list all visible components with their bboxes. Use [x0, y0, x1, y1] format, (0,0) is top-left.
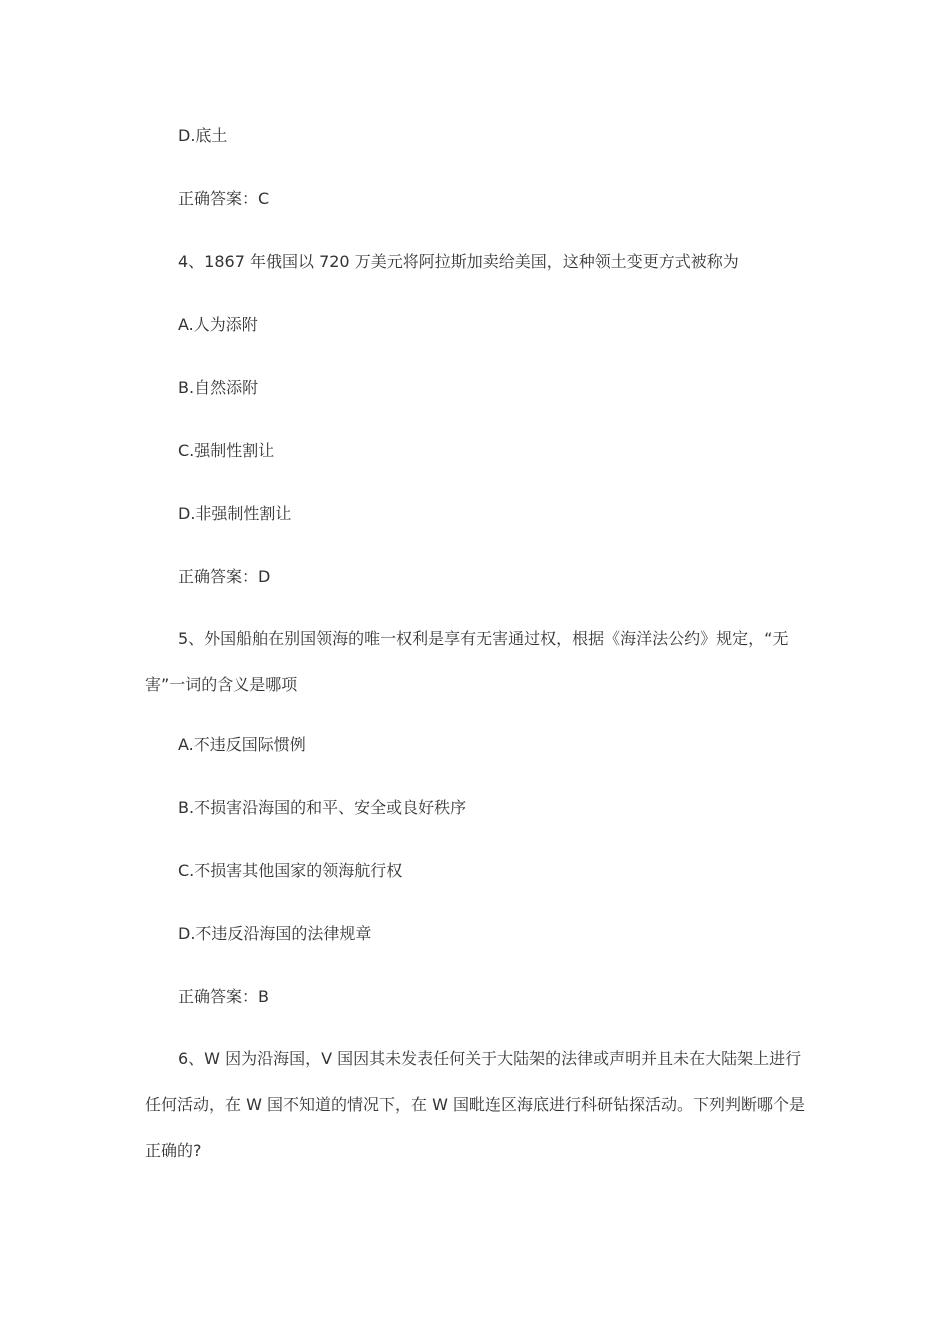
q4-question: 4、1867 年俄国以 720 万美元将阿拉斯加卖给美国，这种领土变更方式被称为	[178, 252, 739, 271]
q5-question: 5、外国船舶在别国领海的唯一权利是享有无害通过权，根据《海洋法公约》规定，“无害”一词的含义是哪项	[145, 629, 789, 694]
q4-option-d: D.非强制性割让	[178, 504, 292, 523]
q5-option-c: C.不损害其他国家的领海航行权	[178, 861, 403, 880]
q3-option-d: D.底土	[178, 126, 228, 145]
q6-question: 6、W 因为沿海国，V 国因其未发表任何关于大陆架的法律或声明并且未在大陆架上进行任何活动，在 W 国不知道的情况下，在 W 国毗连区海底进行科研钻探活动。下列判断哪个是正确的?	[145, 1049, 805, 1160]
q3-answer: 正确答案：C	[178, 189, 270, 208]
q5-option-b: B.不损害沿海国的和平、安全或良好秩序	[178, 798, 467, 817]
q4-option-b: B.自然添附	[178, 378, 259, 397]
q4-answer: 正确答案：D	[178, 567, 271, 586]
q4-option-c: C.强制性割让	[178, 441, 275, 460]
q5-option-a: A.不违反国际惯例	[178, 735, 306, 754]
q4-option-a: A.人为添附	[178, 315, 258, 334]
q5-answer: 正确答案：B	[178, 987, 269, 1006]
q5-option-d: D.不违反沿海国的法律规章	[178, 924, 372, 943]
